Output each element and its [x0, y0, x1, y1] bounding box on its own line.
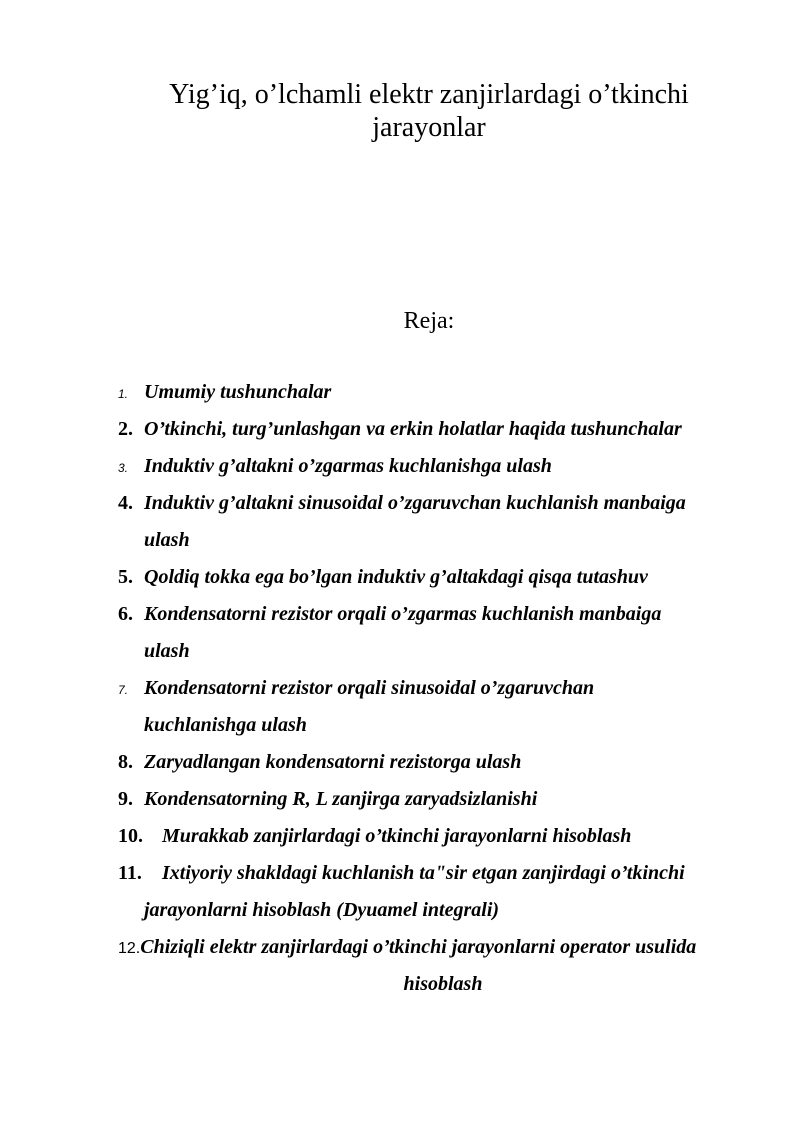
plan-item-number: 10. [118, 825, 143, 847]
plan-item-text: Qoldiq tokka ega bo’lgan induktiv g’altakdagi qisqa tutashuv [144, 566, 648, 588]
plan-item-text: Murakkab zanjirlardagi o’tkinchi jarayonlarni hisoblash [162, 825, 632, 847]
plan-item-number: 1. [118, 387, 129, 401]
plan-item-continuation: jarayonlarni hisoblash (Dyuamel integrali) [144, 899, 500, 921]
plan-item-text: Induktiv g’altakni sinusoidal o’zgaruvchan kuchlanish manbaiga [144, 492, 686, 514]
plan-item-number: 9. [118, 788, 133, 810]
document-title: Yig’iq, o’lchamli elektr zanjirlardagi o’tkinchi jarayonlar [169, 79, 689, 143]
plan-item-text: Kondensatorning R, L zanjirga zaryadsizlanishi [144, 788, 538, 810]
plan-item-text: O’tkinchi, turg’unlashgan va erkin holatlar haqida tushunchalar [144, 418, 682, 440]
plan-item-number: 7. [118, 683, 129, 697]
plan-item [118, 596, 661, 633]
plan-item [118, 448, 552, 487]
plan-item-number: 11. [118, 862, 142, 884]
plan-item-number: 12. [118, 940, 141, 957]
plan-item-number: 6. [118, 603, 133, 625]
plan-item-text: Kondensatorni rezistor orqali o’zgarmas kuchlanish manbaiga [144, 603, 662, 625]
plan-item-continuation: hisoblash [403, 973, 483, 995]
plan-item-text: Umumiy tushunchalar [144, 381, 332, 403]
plan-item-number: 8. [118, 751, 133, 773]
plan-item-text: Ixtiyoriy shakldagi kuchlanish taʺsir etgan zanjirdagi o’tkinchi [162, 862, 685, 884]
plan-item-text: Kondensatorni rezistor orqali sinusoidal o’zgaruvchan [144, 677, 595, 699]
plan-item [118, 781, 537, 818]
plan-item-text: Induktiv g’altakni o’zgarmas kuchlanishga ulash [144, 455, 552, 477]
plan-item [118, 411, 682, 448]
plan-item-continuation: ulash [144, 640, 190, 662]
plan-item-continuation: kuchlanishga ulash [144, 714, 307, 736]
plan-item [118, 485, 686, 522]
plan-item-number: 3. [118, 461, 129, 475]
plan-item-number: 4. [118, 492, 133, 514]
plan-item [118, 929, 696, 967]
plan-item [118, 818, 631, 855]
plan-item [118, 670, 594, 709]
plan-item [118, 374, 331, 413]
plan-item [118, 744, 521, 781]
plan-item-number: 2. [118, 418, 133, 440]
plan-item [118, 559, 648, 596]
plan-item [118, 855, 685, 892]
plan-item-text: Chiziqli elektr zanjirlardagi o’tkinchi jarayonlarni operator usulida [140, 936, 697, 958]
plan-item-text: Zaryadlangan kondensatorni rezistorga ulash [144, 751, 522, 773]
plan-item-continuation: ulash [144, 529, 190, 551]
plan-heading: Reja: [403, 308, 455, 334]
plan-item-number: 5. [118, 566, 133, 588]
